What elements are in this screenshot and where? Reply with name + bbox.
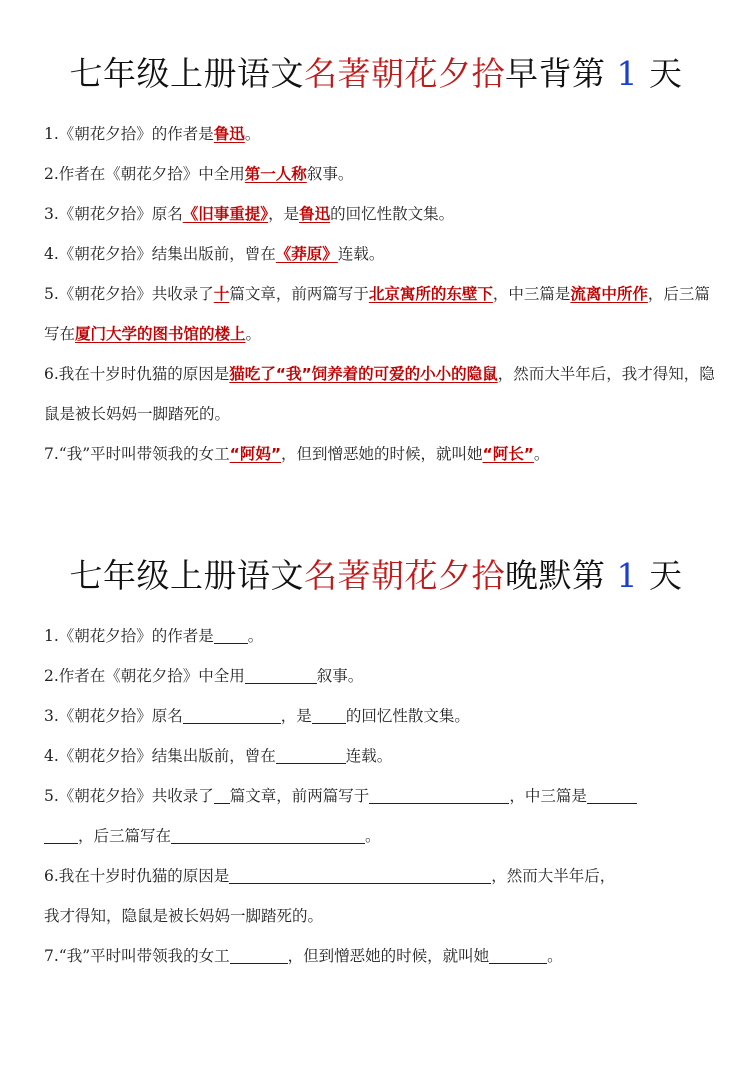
question-text: 6.我在十岁时仇猫的原因是 [44, 365, 230, 383]
title-kind: 早背第 [505, 54, 606, 93]
question-text: 6.我在十岁时仇猫的原因是 [44, 867, 230, 885]
answer-text: 鲁迅 [299, 205, 331, 223]
answer-text: 猫吃了“我”饲养着的可爱的小小的隐鼠 [229, 365, 498, 383]
fill-blank[interactable] [230, 945, 288, 964]
question-text: 5.《朝花夕拾》共收录了 [44, 285, 214, 303]
question-text: 叙事。 [306, 165, 354, 183]
title-highlight: 名著朝花夕拾 [304, 54, 505, 93]
answer-text: “阿妈” [229, 445, 282, 463]
question-text: 我才得知，隐鼠是被长妈妈一脚踏死的。 [44, 907, 324, 925]
evening-title [0, 552, 752, 600]
question-item [44, 194, 716, 234]
question-text: 7.“我”平时叫带领我的女工 [44, 947, 230, 965]
question-text: ，然而大半年后，我才得知，隐鼠是被长妈妈一脚踏死的。 [44, 365, 715, 423]
question-text: 。 [547, 947, 563, 965]
answer-text: 第一人称 [244, 165, 307, 183]
answer-text: 十 [213, 285, 230, 303]
question-text: 。 [247, 627, 264, 645]
question-text: 篇文章，前两篇写于 [229, 787, 370, 805]
title-day-number: 1 [616, 556, 638, 595]
fill-blank[interactable] [312, 705, 346, 724]
question-text: 4.《朝花夕拾》结集出版前，曾在 [44, 747, 276, 765]
answer-text: “阿长” [482, 445, 534, 463]
question-text: ，是 [268, 205, 300, 223]
question-item [44, 354, 716, 434]
fill-blank[interactable] [489, 945, 547, 964]
question-text: 1.《朝花夕拾》的作者是 [44, 125, 214, 143]
question-item [44, 114, 716, 154]
question-text: 连载。 [337, 245, 385, 263]
evening-section [0, 552, 752, 976]
answer-text: 《莽原》 [275, 245, 338, 263]
fill-blank[interactable] [276, 745, 346, 764]
fill-blank[interactable] [171, 825, 365, 844]
fill-blank[interactable] [44, 825, 78, 844]
question-text: 3.《朝花夕拾》原名 [44, 707, 183, 725]
question-item [44, 234, 716, 274]
question-item [44, 154, 716, 194]
question-text: 7.“我”平时叫带领我的女工 [44, 445, 230, 463]
fill-blank[interactable] [245, 665, 317, 684]
question-text: ，后三篇写在 [78, 827, 172, 845]
question-text: 1.《朝花夕拾》的作者是 [44, 627, 214, 645]
question-text: 的回忆性散文集。 [330, 205, 455, 223]
answer-text: 流离中所作 [570, 285, 648, 303]
question-text: 。 [365, 827, 381, 845]
question-text: 叙事。 [316, 667, 364, 685]
question-text: 3.《朝花夕拾》原名 [44, 205, 183, 223]
fill-blank[interactable] [183, 705, 281, 724]
question-text: ，但到憎恶她的时候，就叫她 [281, 445, 483, 463]
title-suffix: 天 [649, 54, 683, 93]
evening-question-list [0, 616, 752, 976]
fill-blank[interactable] [214, 625, 248, 644]
question-text: 5.《朝花夕拾》共收录了 [44, 787, 214, 805]
question-text: 4.《朝花夕拾》结集出版前，曾在 [44, 245, 276, 263]
question-item [44, 896, 716, 936]
question-text: 。 [244, 125, 261, 143]
question-item [44, 434, 716, 474]
morning-question-list [0, 114, 752, 474]
title-prefix: 七年级上册语文 [69, 556, 304, 595]
question-text: 连载。 [345, 747, 393, 765]
question-text: 2.作者在《朝花夕拾》中全用 [44, 165, 245, 183]
question-text: 。 [533, 445, 550, 463]
question-item [44, 696, 716, 736]
question-item [44, 936, 716, 976]
question-item [44, 816, 716, 856]
answer-text: 鲁迅 [213, 125, 245, 143]
title-kind: 晚默第 [505, 556, 606, 595]
title-suffix: 天 [649, 556, 683, 595]
question-text: 。 [245, 325, 262, 343]
question-text: ，但到憎恶她的时候，就叫她 [287, 947, 490, 965]
answer-text: 北京寓所的东壁下 [368, 285, 493, 303]
question-text: 篇文章，前两篇写于 [229, 285, 369, 303]
answer-text: 《旧事重提》 [182, 205, 269, 223]
title-prefix: 七年级上册语文 [69, 54, 304, 93]
question-text: 2.作者在《朝花夕拾》中全用 [44, 667, 245, 685]
question-item [44, 656, 716, 696]
fill-blank[interactable] [587, 785, 637, 804]
question-text: ，中三篇是 [492, 285, 571, 303]
question-text: ，然而大半年后， [491, 867, 616, 885]
fill-blank[interactable] [214, 785, 230, 804]
fill-blank[interactable] [229, 865, 491, 884]
question-item [44, 274, 716, 354]
morning-section [0, 50, 752, 474]
title-day-number: 1 [616, 54, 638, 93]
question-text: ，后三篇写在 [44, 285, 710, 343]
question-item [44, 736, 716, 776]
fill-blank[interactable] [369, 785, 509, 804]
morning-title [0, 50, 752, 98]
question-item [44, 856, 716, 896]
question-text: ，是 [280, 707, 312, 725]
title-highlight: 名著朝花夕拾 [304, 556, 505, 595]
question-item [44, 776, 716, 816]
question-text: ，中三篇是 [509, 787, 587, 805]
question-text: 的回忆性散文集。 [345, 707, 470, 725]
answer-text: 厦门大学的图书馆的楼上 [75, 325, 246, 343]
question-item [44, 616, 716, 656]
